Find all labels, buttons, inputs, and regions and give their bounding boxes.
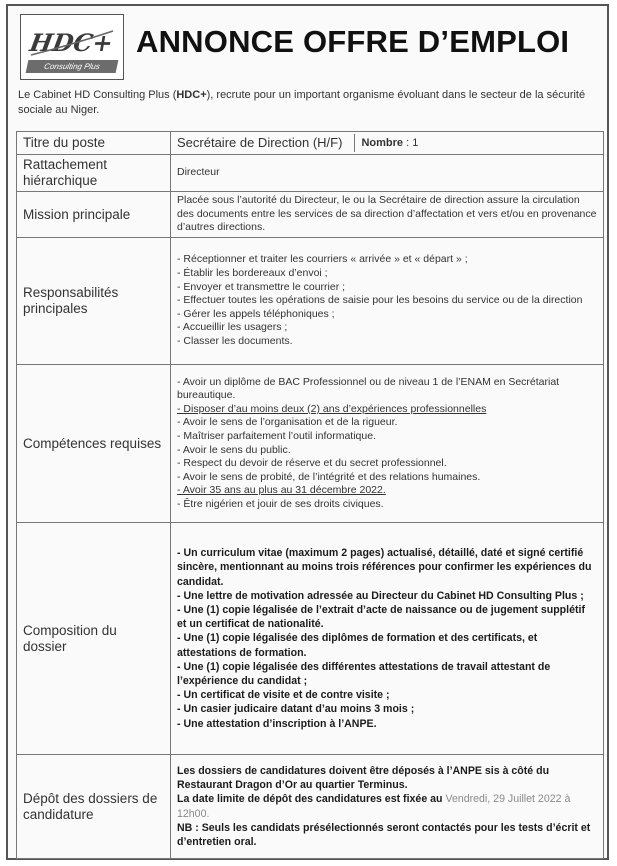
- value-dossier: [171, 523, 604, 755]
- list-item: - Une (1) copie légalisée des différentes attestations de travail attestant de l’expérience du candidat ;: [177, 660, 551, 687]
- value-rattachement: Directeur: [171, 155, 604, 192]
- depot-note: NB : Seuls les candidats présélectionnés seront contactés pour les tests d’écrit et d’entretien oral.: [177, 821, 591, 848]
- list-item: - Être nigérien et jouir de ses droits civiques.: [177, 497, 384, 510]
- page-title: ANNONCE OFFRE D’EMPLOI: [136, 24, 570, 59]
- deadline-text: La date limite de dépôt des candidatures est fixée au: [177, 793, 446, 806]
- value-mission: Placée sous l’autorité du Directeur, le ou la Secrétaire de direction assure la circulation des documents entre les services de sa direction d’affectation et vers et/ou en provenance d’autres directions.: [171, 192, 604, 238]
- list-item: - Une (1) copie légalisée des diplômes de formation et des certificats, et attestations de formation.: [177, 632, 538, 659]
- list-item: - Accueillir les usagers ;: [177, 321, 288, 334]
- header: [8, 6, 607, 82]
- row-depot: [17, 755, 604, 859]
- nombre-field: [354, 134, 418, 152]
- list-item: - Avoir le sens de probité, de l’intégrité et des relations humaines.: [177, 470, 481, 483]
- list-item: - Avoir le sens du public.: [177, 443, 291, 456]
- list-item: - Envoyer et transmettre le courrier ;: [177, 280, 346, 293]
- label-depot: Dépôt des dossiers de candidature: [17, 755, 171, 859]
- list-item: - Disposer d’au moins deux (2) ans d’expériences professionnelles: [177, 402, 487, 415]
- value-depot: [171, 755, 604, 859]
- nombre-label: Nombre: [361, 137, 404, 149]
- list-item: - Un certificat de visite et de contre visite ;: [177, 689, 390, 702]
- label-rattachement: Rattachement hiérarchique: [17, 155, 171, 192]
- row-responsabilites: [17, 238, 604, 365]
- svg-text:HDC+: HDC+: [27, 28, 116, 57]
- list-item: - Une (1) copie légalisée de l’extrait d’acte de naissance ou de jugement supplétif et un certificat de nationalité.: [177, 603, 585, 631]
- depot-location: Les dossiers de candidatures doivent être déposés à l’ANPE sis à côté du Restaurant Dragon d’Or au quartier Terminus.: [177, 764, 550, 792]
- list-item: - Une lettre de motivation adressée au Directeur du Cabinet HD Consulting Plus ;: [177, 589, 584, 602]
- row-dossier: [17, 523, 604, 755]
- list-item: - Respect du devoir de réserve et du secret professionnel.: [177, 457, 447, 470]
- row-rattachement: [17, 155, 604, 192]
- list-item: - Un curriculum vitae (maximum 2 pages) actualisé, détaillé, daté et signé certifié sincère, mentionnant au moins trois références pour confirmer les expériences du candidat.: [177, 547, 592, 588]
- depot-deadline: [177, 792, 597, 820]
- label-responsabilites: Responsabilités principales: [17, 238, 171, 365]
- value-competences: [171, 365, 604, 523]
- dossier-list: [177, 546, 597, 731]
- logo-subtitle: Consulting Plus: [26, 60, 119, 73]
- list-item: - Un casier judicaire datant d’au moins 3 mois ;: [177, 703, 415, 716]
- nombre-value: : 1: [406, 137, 419, 149]
- label-competences: Compétences requises: [17, 365, 171, 523]
- value-responsabilites: [171, 238, 604, 365]
- deadline-date: Vendredi, 29 Juillet 2022 à 12h00.: [177, 793, 571, 820]
- list-item: - Avoir le sens de l’organisation et de la rigueur.: [177, 416, 398, 429]
- row-poste: [17, 132, 604, 155]
- label-poste: Titre du poste: [17, 132, 171, 155]
- value-poste: [171, 132, 604, 155]
- row-mission: [17, 192, 604, 238]
- list-item: - Avoir 35 ans au plus au 31 décembre 2022.: [177, 484, 386, 497]
- list-item: - Établir les bordereaux d’envoi ;: [177, 267, 328, 280]
- competences-list: [177, 376, 597, 512]
- list-item: - Réceptionner et traiter les courriers « arrivée » et « départ » ;: [177, 253, 468, 266]
- intro-company-abbr: HDC+: [176, 89, 207, 101]
- label-dossier: Composition du dossier: [17, 523, 171, 755]
- list-item: - Maîtriser parfaitement l’outil informatique.: [177, 429, 376, 442]
- intro-text-end: ), recrute pour un important organisme évoluant dans le secteur de la sécurité sociale au Niger.: [18, 89, 586, 116]
- list-item: - Avoir un diplôme de BAC Professionnel ou de niveau 1 de l’ENAM en Secrétariat bureautique.: [177, 375, 560, 402]
- responsabilites-list: [177, 253, 597, 348]
- intro-text-start: Le Cabinet HD Consulting Plus (: [18, 89, 177, 101]
- job-details-table: [16, 131, 604, 859]
- poste-name: Secrétaire de Direction (H/F): [177, 135, 343, 151]
- list-item: - Classer les documents.: [177, 334, 293, 347]
- list-item: - Effectuer toutes les opérations de saisie pour les besoins du service ou de la direction: [177, 294, 583, 307]
- row-competences: [17, 365, 604, 523]
- announcement-frame: [6, 4, 609, 860]
- company-logo: [20, 14, 124, 80]
- intro-paragraph: [18, 88, 598, 118]
- list-item: - Une attestation d’inscription à l’ANPE.: [177, 717, 377, 730]
- label-mission: Mission principale: [17, 192, 171, 238]
- list-item: - Gérer les appels téléphoniques ;: [177, 307, 335, 320]
